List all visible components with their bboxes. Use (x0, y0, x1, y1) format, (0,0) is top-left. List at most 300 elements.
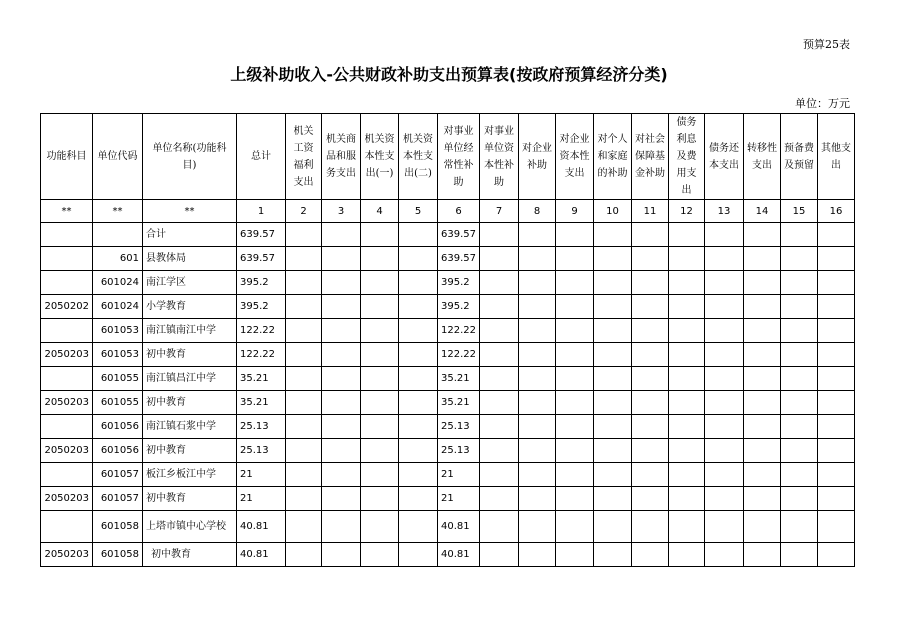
empty-cell (594, 319, 632, 343)
column-header: 对企业资本性支出 (556, 114, 594, 200)
empty-cell (594, 223, 632, 247)
column-header: 机关工资福利支出 (286, 114, 322, 200)
table-number-label: 预算25表 (803, 38, 850, 51)
column-index-cell: 16 (818, 200, 855, 223)
empty-cell (480, 511, 519, 543)
empty-cell (322, 439, 361, 463)
function-code-cell: 2050203 (41, 487, 93, 511)
empty-cell (480, 415, 519, 439)
table-row (41, 415, 855, 439)
empty-cell (399, 511, 438, 543)
function-code-cell: 2050203 (41, 439, 93, 463)
empty-cell (818, 543, 855, 567)
recurrent-subsidy-cell: 25.13 (438, 415, 480, 439)
total-cell: 21 (237, 487, 286, 511)
unit-name-cell: 小学教育 (143, 295, 237, 319)
empty-cell (361, 343, 399, 367)
table-row (41, 319, 855, 343)
unit-name-cell: 南江学区 (143, 271, 237, 295)
empty-cell (744, 439, 781, 463)
empty-cell (669, 343, 705, 367)
table-row (41, 391, 855, 415)
empty-cell (361, 543, 399, 567)
recurrent-subsidy-cell: 21 (438, 487, 480, 511)
empty-cell (744, 223, 781, 247)
recurrent-subsidy-cell: 639.57 (438, 247, 480, 271)
empty-cell (480, 319, 519, 343)
empty-cell (361, 463, 399, 487)
recurrent-subsidy-cell: 21 (438, 463, 480, 487)
empty-cell (519, 463, 556, 487)
unit-name-cell: 合计 (143, 223, 237, 247)
empty-cell (286, 487, 322, 511)
column-header: 债务利息及费用支出 (669, 114, 705, 200)
empty-cell (632, 367, 669, 391)
column-index-row (41, 200, 855, 223)
total-cell: 35.21 (237, 367, 286, 391)
unit-name-cell: 南江镇石浆中学 (143, 415, 237, 439)
empty-cell (322, 295, 361, 319)
empty-cell (556, 463, 594, 487)
column-index-cell: 10 (594, 200, 632, 223)
unit-name-cell: 初中教育 (143, 391, 237, 415)
table-row (41, 271, 855, 295)
empty-cell (669, 271, 705, 295)
empty-cell (399, 367, 438, 391)
function-code-cell (41, 271, 93, 295)
function-code-cell (41, 319, 93, 343)
total-cell: 395.2 (237, 295, 286, 319)
empty-cell (594, 367, 632, 391)
empty-cell (556, 543, 594, 567)
table-row (41, 511, 855, 543)
empty-cell (480, 271, 519, 295)
empty-cell (781, 511, 818, 543)
unit-name-cell: 初中教育 (143, 487, 237, 511)
empty-cell (594, 439, 632, 463)
empty-cell (286, 223, 322, 247)
function-code-cell: 2050203 (41, 543, 93, 567)
empty-cell (286, 439, 322, 463)
column-header: 其他支出 (818, 114, 855, 200)
empty-cell (594, 247, 632, 271)
column-header: 对个人和家庭的补助 (594, 114, 632, 200)
column-index-cell: 15 (781, 200, 818, 223)
column-index-cell: 4 (361, 200, 399, 223)
empty-cell (669, 223, 705, 247)
empty-cell (556, 247, 594, 271)
total-cell: 40.81 (237, 511, 286, 543)
function-code-cell (41, 223, 93, 247)
empty-cell (594, 543, 632, 567)
empty-cell (781, 391, 818, 415)
empty-cell (705, 463, 744, 487)
empty-cell (361, 295, 399, 319)
total-cell: 395.2 (237, 271, 286, 295)
table-row (41, 247, 855, 271)
empty-cell (399, 391, 438, 415)
empty-cell (556, 295, 594, 319)
empty-cell (632, 295, 669, 319)
empty-cell (361, 439, 399, 463)
recurrent-subsidy-cell: 40.81 (438, 543, 480, 567)
column-header: 功能科目 (41, 114, 93, 200)
empty-cell (744, 343, 781, 367)
unit-code-cell: 601024 (93, 295, 143, 319)
empty-cell (322, 415, 361, 439)
unit-code-cell: 601055 (93, 391, 143, 415)
recurrent-subsidy-cell: 395.2 (438, 295, 480, 319)
empty-cell (632, 511, 669, 543)
empty-cell (556, 439, 594, 463)
table-row (41, 223, 855, 247)
empty-cell (519, 487, 556, 511)
empty-cell (361, 223, 399, 247)
table-row (41, 543, 855, 567)
recurrent-subsidy-cell: 40.81 (438, 511, 480, 543)
empty-cell (556, 343, 594, 367)
empty-cell (818, 223, 855, 247)
column-index-cell: 8 (519, 200, 556, 223)
empty-cell (519, 367, 556, 391)
empty-cell (594, 511, 632, 543)
table-row (41, 487, 855, 511)
total-cell: 122.22 (237, 319, 286, 343)
empty-cell (399, 463, 438, 487)
empty-cell (632, 463, 669, 487)
empty-cell (632, 439, 669, 463)
empty-cell (519, 295, 556, 319)
empty-cell (781, 271, 818, 295)
empty-cell (594, 271, 632, 295)
empty-cell (361, 415, 399, 439)
column-index-cell: 9 (556, 200, 594, 223)
unit-name-cell: 初中教育 (143, 543, 237, 567)
function-code-cell: 2050202 (41, 295, 93, 319)
empty-cell (322, 487, 361, 511)
recurrent-subsidy-cell: 639.57 (438, 223, 480, 247)
empty-cell (480, 463, 519, 487)
empty-cell (744, 367, 781, 391)
empty-cell (744, 463, 781, 487)
column-header: 机关资本性支出(二) (399, 114, 438, 200)
empty-cell (669, 511, 705, 543)
column-index-cell: 7 (480, 200, 519, 223)
empty-cell (744, 511, 781, 543)
empty-cell (705, 223, 744, 247)
empty-cell (705, 247, 744, 271)
empty-cell (781, 319, 818, 343)
function-code-cell (41, 247, 93, 271)
empty-cell (480, 343, 519, 367)
empty-cell (519, 223, 556, 247)
empty-cell (632, 543, 669, 567)
empty-cell (781, 463, 818, 487)
function-code-cell (41, 463, 93, 487)
empty-cell (361, 319, 399, 343)
total-cell: 25.13 (237, 439, 286, 463)
empty-cell (781, 415, 818, 439)
empty-cell (594, 487, 632, 511)
empty-cell (322, 391, 361, 415)
empty-cell (818, 343, 855, 367)
empty-cell (399, 439, 438, 463)
empty-cell (781, 487, 818, 511)
empty-cell (399, 319, 438, 343)
empty-cell (519, 271, 556, 295)
total-cell: 35.21 (237, 391, 286, 415)
empty-cell (781, 247, 818, 271)
empty-cell (399, 223, 438, 247)
empty-cell (480, 295, 519, 319)
budget-table (40, 113, 855, 567)
empty-cell (556, 223, 594, 247)
empty-cell (594, 415, 632, 439)
empty-cell (669, 439, 705, 463)
empty-cell (818, 415, 855, 439)
column-header: 转移性支出 (744, 114, 781, 200)
table-row (41, 463, 855, 487)
empty-cell (399, 487, 438, 511)
column-header: 单位代码 (93, 114, 143, 200)
recurrent-subsidy-cell: 25.13 (438, 439, 480, 463)
recurrent-subsidy-cell: 122.22 (438, 319, 480, 343)
empty-cell (669, 543, 705, 567)
table-row (41, 343, 855, 367)
empty-cell (480, 223, 519, 247)
empty-cell (519, 247, 556, 271)
empty-cell (705, 391, 744, 415)
empty-cell (632, 343, 669, 367)
function-code-cell: 2050203 (41, 343, 93, 367)
column-index-cell: 14 (744, 200, 781, 223)
empty-cell (744, 271, 781, 295)
unit-code-cell (93, 223, 143, 247)
column-index-cell: 12 (669, 200, 705, 223)
unit-name-cell: 板江乡板江中学 (143, 463, 237, 487)
column-header: 总计 (237, 114, 286, 200)
empty-cell (556, 319, 594, 343)
empty-cell (361, 487, 399, 511)
empty-cell (322, 223, 361, 247)
empty-cell (669, 415, 705, 439)
empty-cell (705, 343, 744, 367)
empty-cell (632, 247, 669, 271)
empty-cell (556, 487, 594, 511)
unit-name-cell: 上塔市镇中心学校 (143, 511, 237, 543)
empty-cell (669, 247, 705, 271)
empty-cell (705, 415, 744, 439)
empty-cell (594, 463, 632, 487)
empty-cell (399, 343, 438, 367)
empty-cell (322, 511, 361, 543)
column-header: 债务还本支出 (705, 114, 744, 200)
empty-cell (519, 543, 556, 567)
empty-cell (818, 439, 855, 463)
empty-cell (818, 295, 855, 319)
unit-code-cell: 601 (93, 247, 143, 271)
empty-cell (519, 511, 556, 543)
total-cell: 639.57 (237, 223, 286, 247)
empty-cell (519, 391, 556, 415)
empty-cell (399, 247, 438, 271)
empty-cell (818, 487, 855, 511)
unit-label: 单位：万元 (795, 97, 850, 110)
column-header: 预备费及预留 (781, 114, 818, 200)
function-code-cell: 2050203 (41, 391, 93, 415)
empty-cell (818, 391, 855, 415)
empty-cell (519, 319, 556, 343)
empty-cell (286, 343, 322, 367)
recurrent-subsidy-cell: 122.22 (438, 343, 480, 367)
header-row (41, 114, 855, 200)
empty-cell (286, 319, 322, 343)
empty-cell (669, 367, 705, 391)
empty-cell (594, 391, 632, 415)
empty-cell (781, 439, 818, 463)
empty-cell (818, 247, 855, 271)
empty-cell (781, 295, 818, 319)
unit-name-cell: 县教体局 (143, 247, 237, 271)
recurrent-subsidy-cell: 395.2 (438, 271, 480, 295)
empty-cell (669, 463, 705, 487)
empty-cell (519, 415, 556, 439)
empty-cell (705, 511, 744, 543)
page-title: 上级补助收入-公共财政补助支出预算表(按政府预算经济分类) (230, 65, 668, 84)
empty-cell (286, 511, 322, 543)
empty-cell (744, 319, 781, 343)
empty-cell (744, 247, 781, 271)
empty-cell (286, 543, 322, 567)
empty-cell (594, 295, 632, 319)
empty-cell (322, 543, 361, 567)
column-index-cell: 6 (438, 200, 480, 223)
empty-cell (480, 367, 519, 391)
unit-code-cell: 601056 (93, 439, 143, 463)
column-header: 对社会保障基金补助 (632, 114, 669, 200)
empty-cell (818, 463, 855, 487)
table-row (41, 439, 855, 463)
recurrent-subsidy-cell: 35.21 (438, 367, 480, 391)
empty-cell (286, 271, 322, 295)
empty-cell (361, 391, 399, 415)
empty-cell (322, 463, 361, 487)
column-header: 对事业单位经常性补助 (438, 114, 480, 200)
unit-code-cell: 601055 (93, 367, 143, 391)
unit-code-cell: 601057 (93, 463, 143, 487)
empty-cell (361, 247, 399, 271)
empty-cell (781, 367, 818, 391)
empty-cell (632, 415, 669, 439)
empty-cell (705, 487, 744, 511)
unit-code-cell: 601058 (93, 543, 143, 567)
function-code-cell (41, 511, 93, 543)
empty-cell (556, 415, 594, 439)
unit-name-cell: 南江镇南江中学 (143, 319, 237, 343)
empty-cell (632, 223, 669, 247)
empty-cell (519, 343, 556, 367)
empty-cell (399, 543, 438, 567)
empty-cell (669, 319, 705, 343)
empty-cell (480, 487, 519, 511)
empty-cell (781, 543, 818, 567)
empty-cell (705, 319, 744, 343)
empty-cell (632, 271, 669, 295)
empty-cell (818, 319, 855, 343)
column-header: 对事业单位资本性补助 (480, 114, 519, 200)
unit-code-cell: 601053 (93, 319, 143, 343)
empty-cell (594, 343, 632, 367)
empty-cell (744, 391, 781, 415)
empty-cell (322, 367, 361, 391)
empty-cell (705, 271, 744, 295)
empty-cell (286, 415, 322, 439)
empty-cell (818, 367, 855, 391)
empty-cell (632, 391, 669, 415)
empty-cell (632, 487, 669, 511)
table-row (41, 295, 855, 319)
empty-cell (781, 223, 818, 247)
total-cell: 25.13 (237, 415, 286, 439)
column-header: 机关资本性支出(一) (361, 114, 399, 200)
function-code-cell (41, 367, 93, 391)
empty-cell (705, 295, 744, 319)
unit-code-cell: 601053 (93, 343, 143, 367)
empty-cell (399, 415, 438, 439)
empty-cell (781, 343, 818, 367)
total-cell: 639.57 (237, 247, 286, 271)
empty-cell (322, 247, 361, 271)
unit-code-cell: 601024 (93, 271, 143, 295)
empty-cell (480, 247, 519, 271)
column-header: 对企业补助 (519, 114, 556, 200)
unit-code-cell: 601057 (93, 487, 143, 511)
empty-cell (286, 295, 322, 319)
column-header: 单位名称(功能科目) (143, 114, 237, 200)
column-index-cell: 3 (322, 200, 361, 223)
unit-name-cell: 初中教育 (143, 343, 237, 367)
empty-cell (480, 391, 519, 415)
empty-cell (669, 295, 705, 319)
empty-cell (399, 271, 438, 295)
unit-code-cell: 601058 (93, 511, 143, 543)
column-header: 机关商品和服务支出 (322, 114, 361, 200)
empty-cell (556, 367, 594, 391)
empty-cell (286, 463, 322, 487)
empty-cell (744, 543, 781, 567)
empty-cell (361, 271, 399, 295)
empty-cell (705, 543, 744, 567)
column-index-cell: 13 (705, 200, 744, 223)
empty-cell (556, 391, 594, 415)
empty-cell (556, 271, 594, 295)
empty-cell (322, 319, 361, 343)
empty-cell (818, 271, 855, 295)
empty-cell (632, 319, 669, 343)
total-cell: 21 (237, 463, 286, 487)
empty-cell (556, 511, 594, 543)
empty-cell (286, 247, 322, 271)
empty-cell (705, 367, 744, 391)
empty-cell (818, 511, 855, 543)
total-cell: 40.81 (237, 543, 286, 567)
empty-cell (669, 487, 705, 511)
empty-cell (399, 295, 438, 319)
table-row (41, 367, 855, 391)
empty-cell (744, 487, 781, 511)
empty-cell (322, 271, 361, 295)
empty-cell (744, 295, 781, 319)
